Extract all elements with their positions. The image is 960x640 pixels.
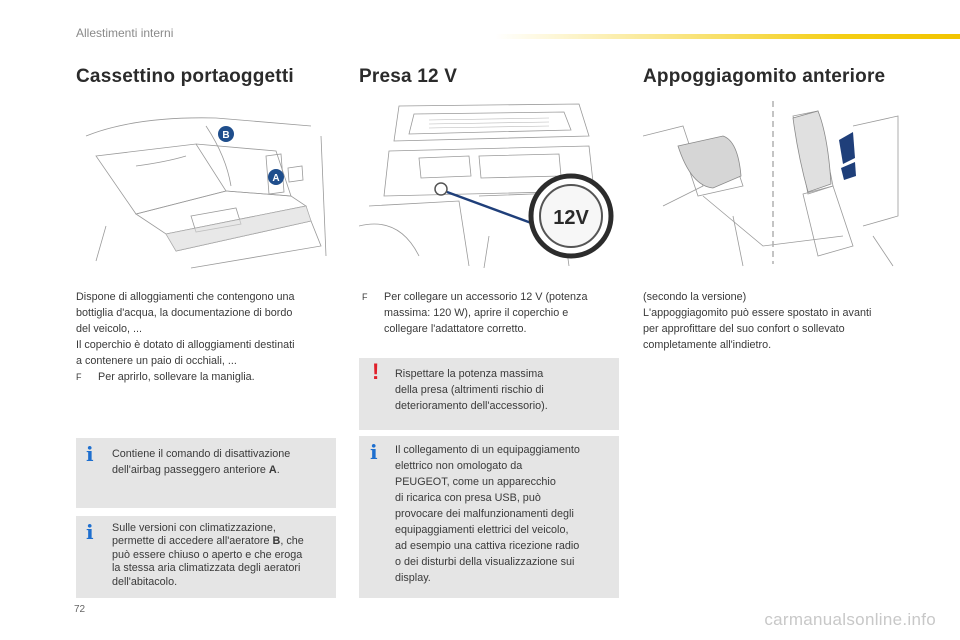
- text-line: Dispone di alloggiamenti che contengono una: [76, 291, 295, 303]
- label-a: A: [272, 173, 280, 184]
- armrest-illustration: [643, 96, 903, 269]
- vent-info-callout: [76, 516, 336, 598]
- glovebox-illustration: [76, 96, 336, 269]
- bullet-marker: F: [362, 292, 368, 302]
- info-icon: i: [370, 440, 378, 464]
- label-b: B: [222, 130, 230, 141]
- text-line: a contenere un paio di occhiali, ...: [76, 355, 237, 367]
- glovebox-description: [76, 289, 338, 385]
- armrest-description: [643, 289, 913, 353]
- header-accent-bar: [495, 34, 960, 39]
- bullet-text: Per aprirlo, sollevare la maniglia.: [98, 371, 255, 383]
- heading-glovebox: Cassettino portaoggetti: [76, 66, 294, 87]
- heading-armrest: Appoggiagomito anteriore: [643, 66, 886, 87]
- info-icon: i: [86, 520, 94, 544]
- socket-illustration: [359, 96, 619, 269]
- accessory-info-callout: i Il collegamento di un equipaggiamento elettrico non omologato da PEUGEOT, come un apparecchio di ricarica con presa USB, può provocare dei malfunzionamenti degli equipaggiamenti elettrici del veicolo, ad esempio una cattiva ricezione radio o dei disturbi della visualizzazione sui display.: [359, 436, 619, 598]
- power-warning-callout: ! Rispettare la potenza massima della presa (altrimenti rischio di deterioramento dell'accessorio).: [359, 358, 619, 430]
- text-line: Il coperchio è dotato di alloggiamenti destinati: [76, 339, 295, 351]
- bullet-marker: F: [76, 372, 82, 382]
- watermark: carmanualsonline.info: [764, 610, 936, 629]
- glovebox-open-step: [76, 369, 338, 385]
- text-line: completamente all'indietro.: [643, 339, 772, 351]
- text-line: bottiglia d'acqua, la documentazione di bordo: [76, 307, 293, 319]
- page-number: 72: [74, 604, 86, 615]
- callout-line: Contiene il comando di disattivazione: [112, 448, 291, 460]
- callout-text: Sulle versioni con climatizzazione, permette di accedere all'aeratore B, che può essere chiuso o aperto e che eroga la stessa aria climatizzata degli aeratori dell'abitacolo.: [112, 522, 304, 588]
- section-title: Allestimenti interni: [76, 26, 174, 40]
- socket-label: 12V: [553, 207, 589, 229]
- airbag-info-callout: [76, 438, 336, 508]
- text-line: L'appoggiagomito può essere spostato in avanti: [643, 307, 872, 319]
- callout-line: dell'airbag passeggero anteriore A.: [112, 464, 280, 476]
- heading-12v-socket: Presa 12 V: [359, 66, 458, 87]
- text-line: del veicolo, ...: [76, 323, 143, 335]
- text-line: per approfittare del suo confort o sollevato: [643, 323, 845, 335]
- warning-icon: !: [372, 359, 380, 384]
- socket-step: F Per collegare un accessorio 12 V (potenza massima: 120 W), aprire il coperchio e collegare l'adattatore corretto.: [362, 291, 588, 335]
- info-icon: i: [86, 442, 94, 466]
- text-line: (secondo la versione): [643, 291, 747, 303]
- socket-instructions: [362, 289, 620, 337]
